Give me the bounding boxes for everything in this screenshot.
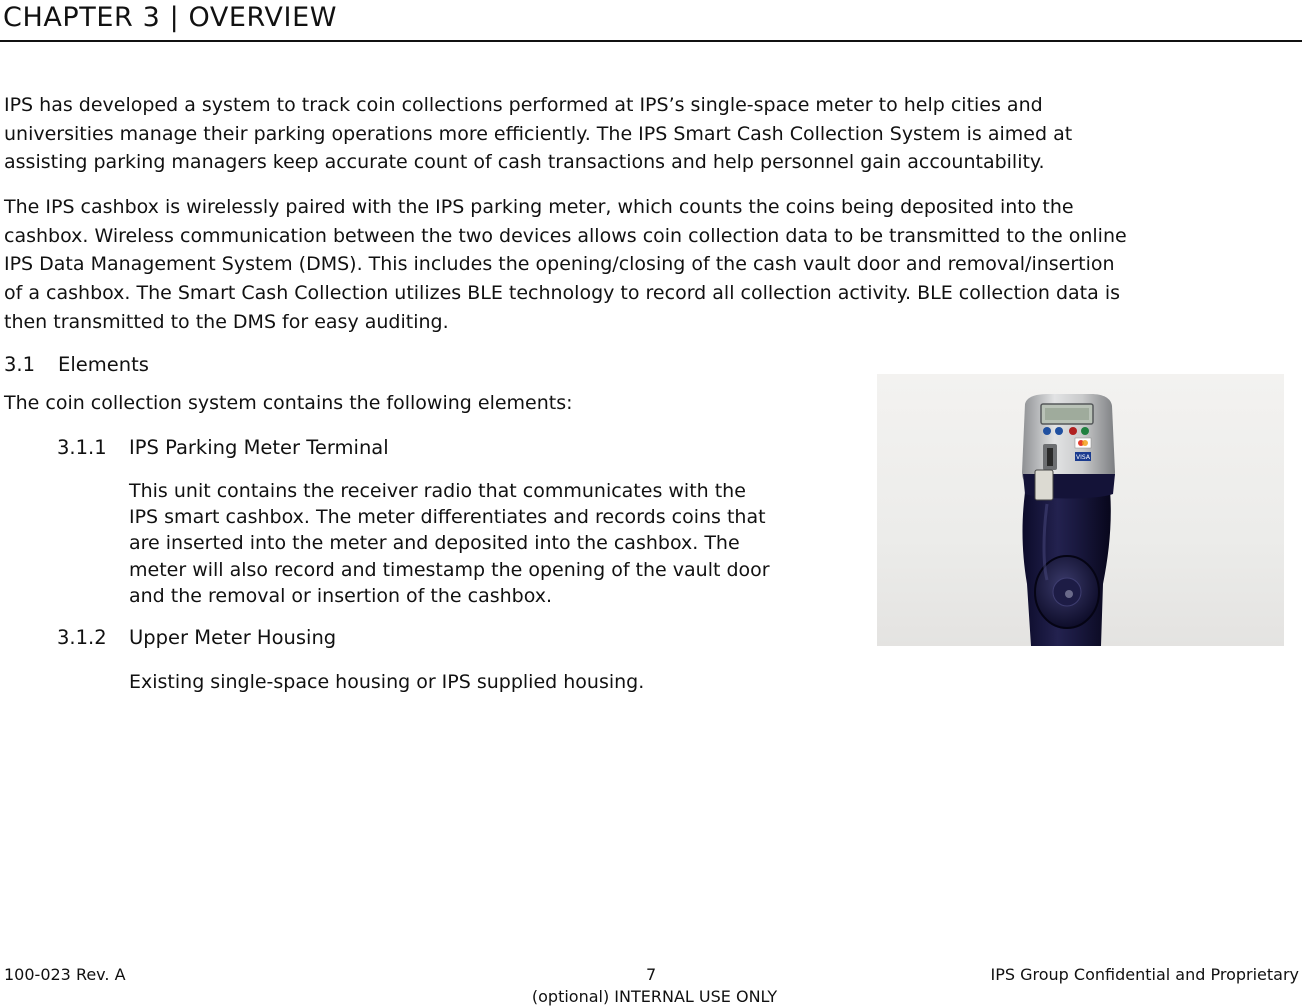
text-line: The IPS cashbox is wirelessly paired with the IPS parking meter, which counts the coins being deposited into the [4, 196, 1074, 218]
text-line: and the removal or insertion of the cashbox. [129, 584, 553, 607]
footer-page-number: 7 [646, 965, 657, 984]
section-title: Elements [58, 353, 149, 376]
parking-meter-photo [877, 374, 1284, 646]
text-line: IPS smart cashbox. The meter differentiates and records coins that [129, 506, 766, 529]
section-heading-3-1 [4, 353, 149, 376]
section-number: 3.1 [4, 353, 36, 376]
text-line: assisting parking managers keep accurate count of cash transactions and help personnel gain accountability. [4, 151, 1045, 174]
title-divider [0, 40, 1302, 42]
parking-meter-icon [877, 374, 1284, 646]
footer-confidentiality: IPS Group Confidential and Proprietary [990, 965, 1299, 984]
text-line: universities manage their parking operations more efficiently. The IPS Smart Cash Collection System is aimed at [4, 122, 1073, 145]
section-number: 3.1.2 [57, 626, 107, 649]
text-line: IPS Data Management System (DMS). This includes the opening/closing of the cash vault door and removal/insertion [4, 253, 1115, 276]
text-line: Existing single-space housing or IPS supplied housing. [129, 671, 645, 693]
section-number: 3.1.1 [57, 436, 107, 459]
text-line: then transmitted to the DMS for easy auditing. [4, 310, 449, 333]
section-body-3-1-2 [129, 669, 644, 695]
intro-paragraph-2 [4, 193, 1304, 337]
intro-paragraph-1 [4, 91, 1304, 177]
text-line: meter will also record and timestamp the opening of the vault door [129, 558, 770, 581]
card-logo-text: VISA [1076, 454, 1090, 461]
text-line: are inserted into the meter and deposited into the cashbox. The [129, 532, 740, 555]
text-line: This unit contains the receiver radio that communicates with the [129, 480, 746, 502]
section-title: Upper Meter Housing [129, 626, 337, 649]
chapter-title: CHAPTER 3 | OVERVIEW [3, 2, 338, 33]
section-lead: The coin collection system contains the following elements: [4, 392, 573, 414]
footer-doc-code: 100-023 Rev. A [4, 965, 126, 984]
footer-usage-note: (optional) INTERNAL USE ONLY [531, 987, 778, 1006]
text-line: of a cashbox. The Smart Cash Collection utilizes BLE technology to record all collection activity. BLE collection data is [4, 282, 1120, 305]
text-line: IPS has developed a system to track coin collections performed at IPS’s single-space meter to help cities and [4, 94, 1043, 116]
text-line: cashbox. Wireless communication between the two devices allows coin collection data to be transmitted to the online [4, 224, 1127, 247]
section-title: IPS Parking Meter Terminal [129, 436, 389, 459]
section-heading-3-1-2 [57, 626, 336, 649]
section-heading-3-1-1 [57, 436, 389, 459]
section-body-3-1-1 [129, 478, 770, 609]
